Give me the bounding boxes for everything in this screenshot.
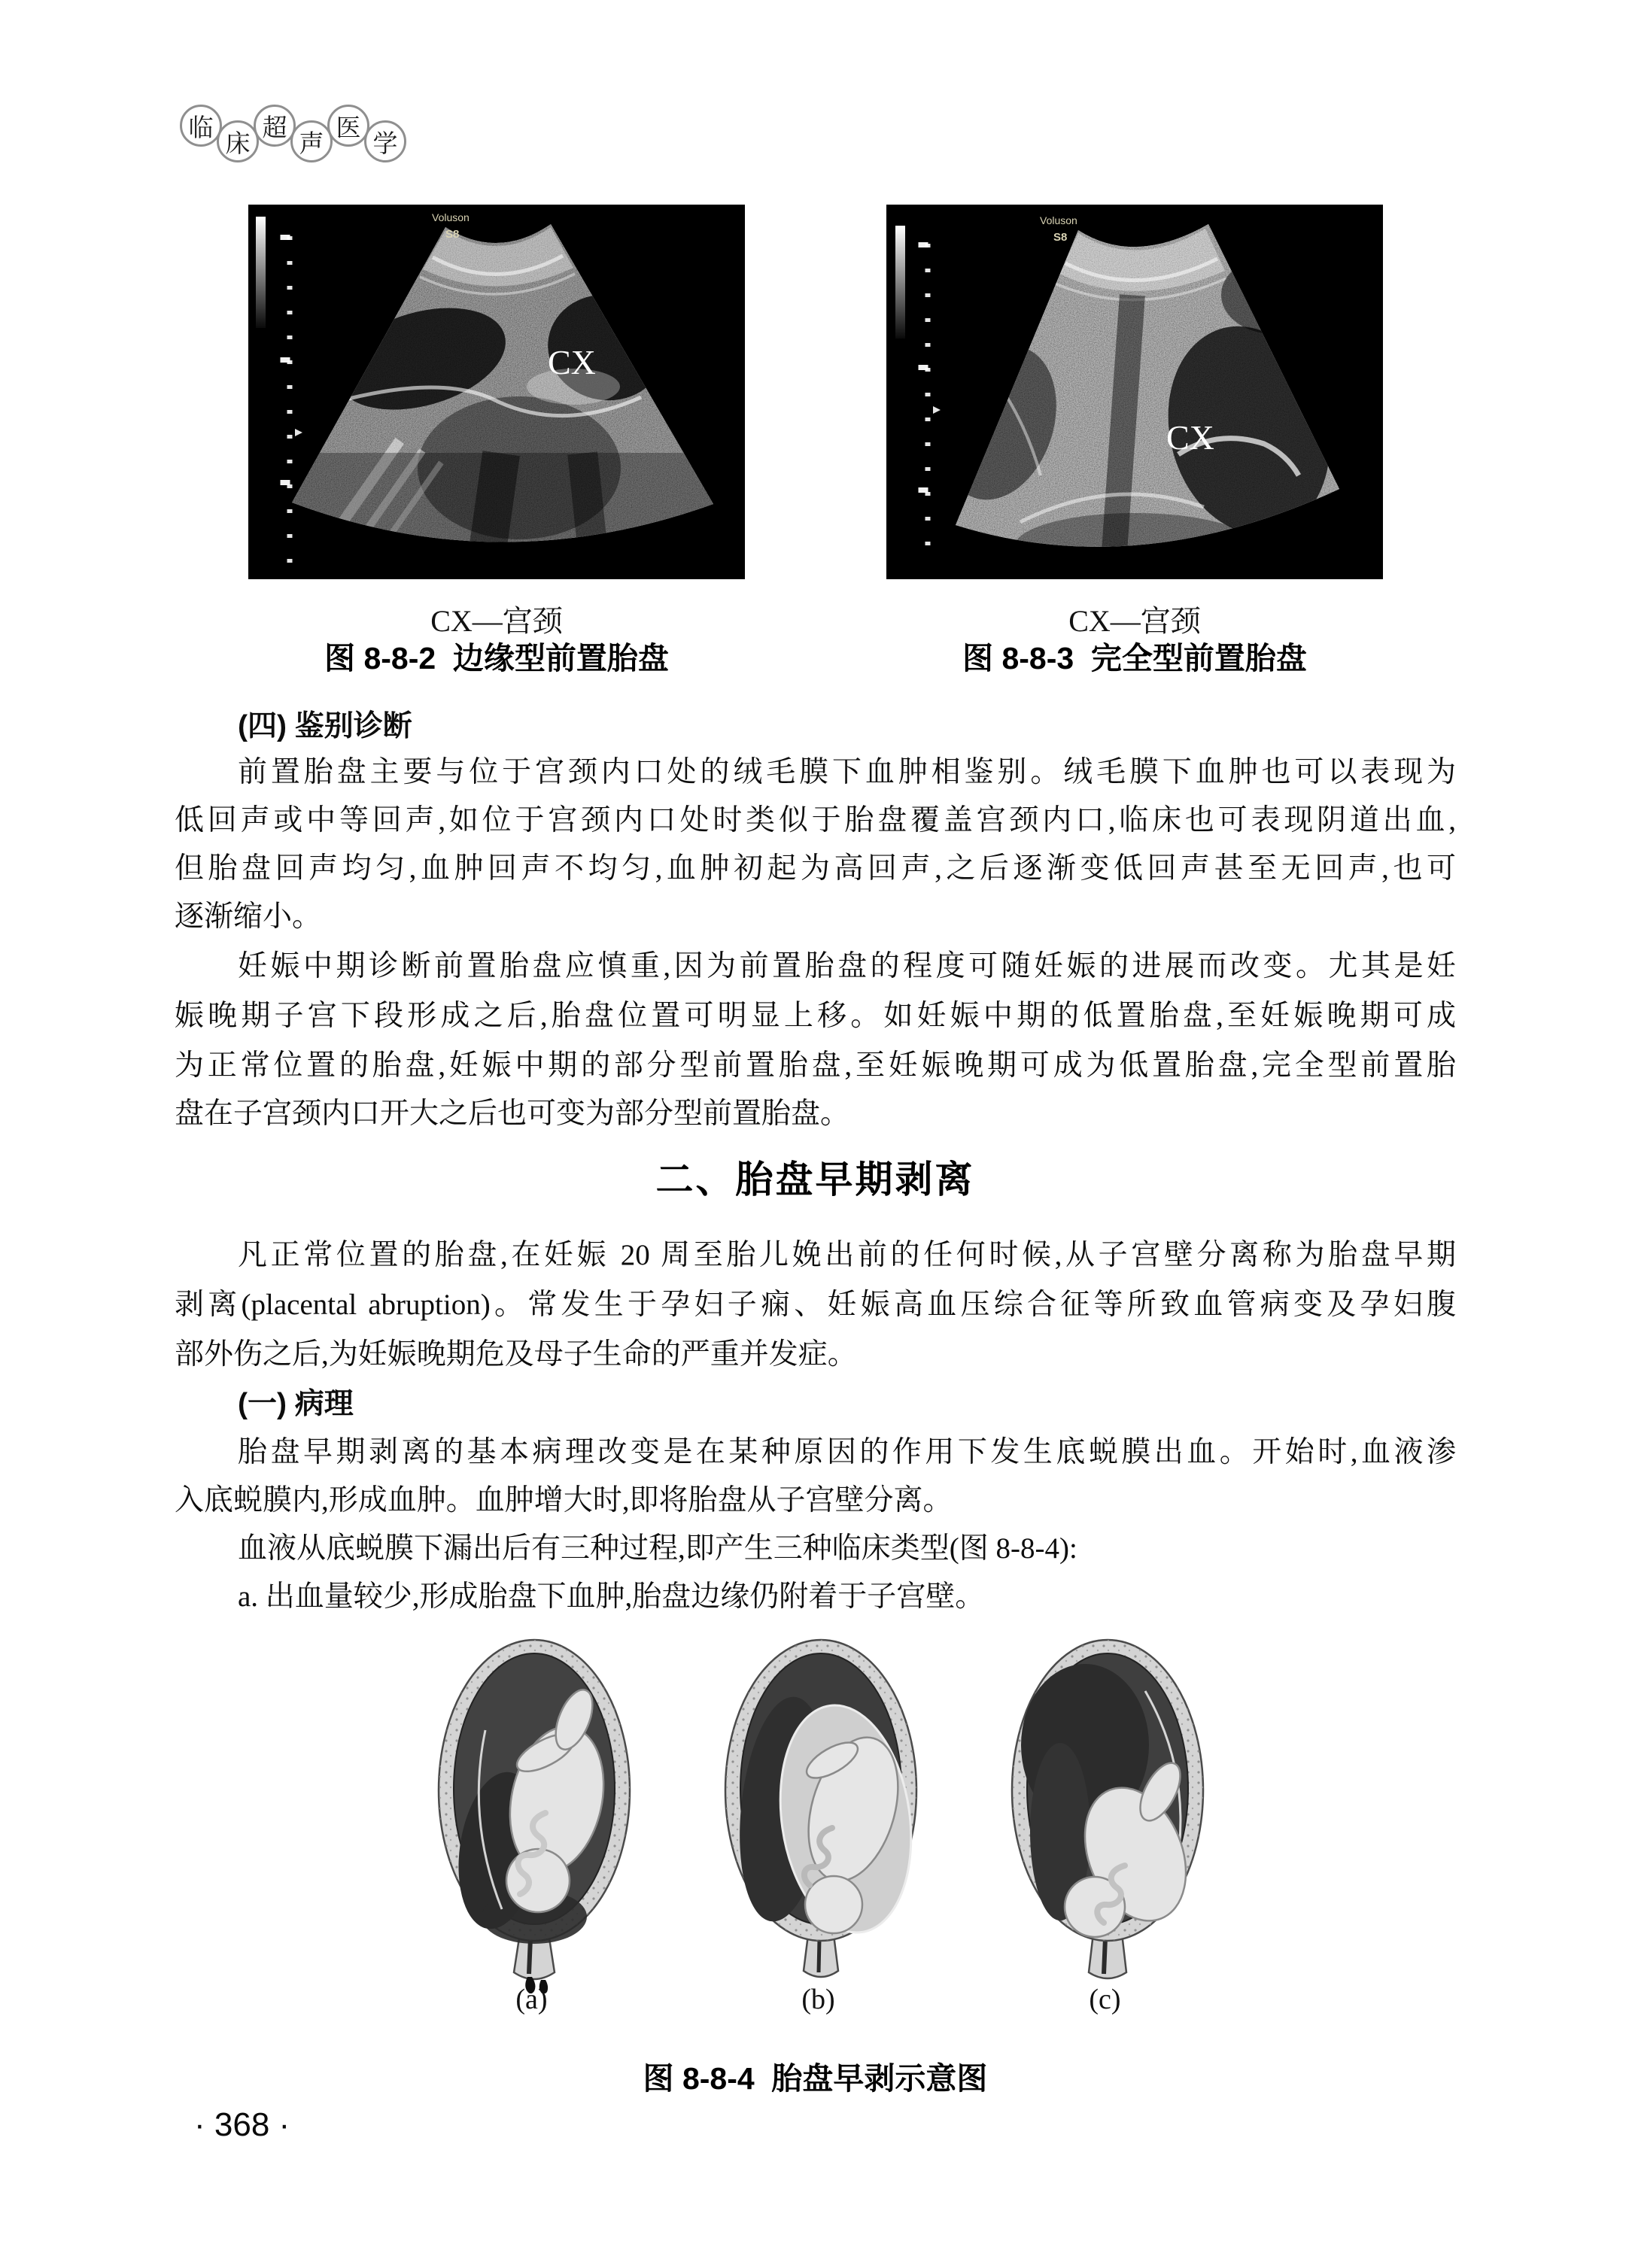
paragraph-line: 前置胎盘主要与位于宫颈内口处的绒毛膜下血肿相鉴别。绒毛膜下血肿也可以表现为 [238, 756, 1456, 788]
fig-8-8-4-sublabel-b: (b) [801, 1984, 835, 2015]
logo-circle [327, 105, 369, 147]
paragraph-line: 为正常位置的胎盘,妊娠中期的部分型前置胎盘,至妊娠晚期可成为低置胎盘,完全型前置胎 [175, 1049, 1456, 1082]
cx-annotation: CX [1166, 418, 1214, 457]
fig-8-8-4-caption: 图 8-8-4 胎盘早剥示意图 [643, 2061, 988, 2096]
paragraph-line: 凡正常位置的胎盘,在妊娠 20 周至胎儿娩出前的任何时候,从子宫壁分离称为胎盘早期 [238, 1239, 1456, 1271]
fig-8-8-4-sublabel-c: (c) [1089, 1984, 1121, 2015]
machine-brand-label: Voluson [432, 211, 470, 223]
schematic-abruption-a [433, 1632, 636, 1993]
ultrasound-image-8-8-2 [248, 205, 745, 579]
fig-8-8-2-caption: 图 8-8-2 边缘型前置胎盘 [324, 641, 669, 676]
paragraph-line: 盘在子宫颈内口开大之后也可变为部分型前置胎盘。 [175, 1098, 850, 1130]
fig-8-8-3-caption: 图 8-8-3 完全型前置胎盘 [962, 641, 1307, 676]
logo-circle [290, 120, 333, 162]
logo-char: 临 [188, 114, 214, 142]
paragraph-line: 血液从底蜕膜下漏出后有三种过程,即产生三种临床类型(图 8-8-4): [238, 1532, 1077, 1565]
logo-circle [254, 105, 296, 147]
uterus-drawing-b [719, 1632, 922, 1993]
schematic-abruption-b [719, 1632, 922, 1993]
section-heading-2: 二、胎盘早期剥离 [655, 1158, 975, 1201]
fig-8-8-2-legend: CX—宫颈 [430, 604, 563, 638]
ultrasound-scan [248, 205, 745, 579]
logo-circle [180, 105, 222, 147]
paragraph-line: 但胎盘回声均匀,血肿回声不均匀,血肿初起为高回声,之后逐渐变低回声甚至无回声,也可 [175, 852, 1456, 885]
cx-annotation: CX [548, 343, 596, 381]
ultrasound-image-8-8-3 [886, 205, 1383, 579]
paragraph-line: a. 出血量较少,形成胎盘下血肿,胎盘边缘仍附着于子宫壁。 [238, 1580, 985, 1613]
logo-char: 床 [225, 130, 251, 158]
logo-circle [217, 120, 259, 162]
paragraph-line: 娠晚期子宫下段形成之后,胎盘位置可明显上移。如妊娠中期的低置胎盘,至妊娠晚期可成 [175, 1000, 1456, 1032]
paragraph-line: 逐渐缩小。 [175, 900, 322, 933]
paragraph-line: 低回声或中等回声,如位于宫颈内口处时类似于胎盘覆盖宫颈内口,临床也可表现阴道出血, [175, 804, 1456, 836]
uterus-drawing-a [433, 1632, 636, 1993]
subsection-heading-4: (四) 鉴别诊断 [238, 710, 412, 742]
grayscale-bar [256, 217, 266, 328]
machine-brand-label: Voluson [1040, 214, 1077, 226]
fig-8-8-4-sublabel-a: (a) [515, 1984, 548, 2015]
machine-model-label: S8 [1053, 231, 1068, 244]
logo-char: 声 [299, 130, 324, 158]
paragraph-line: 部外伤之后,为妊娠晚期危及母子生命的严重并发症。 [175, 1338, 857, 1371]
subsection-heading-1: (一) 病理 [238, 1388, 354, 1420]
machine-model-label: S8 [445, 228, 460, 241]
uterus-drawing-c [1006, 1632, 1209, 1993]
paragraph-line: 入底蜕膜内,形成血肿。血肿增大时,即将胎盘从子宫壁分离。 [175, 1484, 953, 1517]
fig-8-8-3-legend: CX—宫颈 [1068, 604, 1201, 638]
paragraph-line: 剥离(placental abruption)。常发生于孕妇子痫、妊娠高血压综合征等所致血管病变及孕妇腹 [175, 1289, 1456, 1321]
logo-char: 学 [372, 130, 398, 158]
logo-char: 超 [262, 114, 287, 142]
logo-circle [364, 120, 406, 162]
ultrasound-scan [886, 205, 1383, 579]
paragraph-line: 胎盘早期剥离的基本病理改变是在某种原因的作用下发生底蜕膜出血。开始时,血液渗 [238, 1436, 1456, 1468]
logo-char: 医 [336, 114, 361, 142]
paragraph-line: 妊娠中期诊断前置胎盘应慎重,因为前置胎盘的程度可随妊娠的进展而改变。尤其是妊 [238, 950, 1456, 982]
grayscale-bar [895, 226, 905, 339]
schematic-abruption-c [1006, 1632, 1209, 1993]
page-number: · 368 · [194, 2106, 290, 2143]
